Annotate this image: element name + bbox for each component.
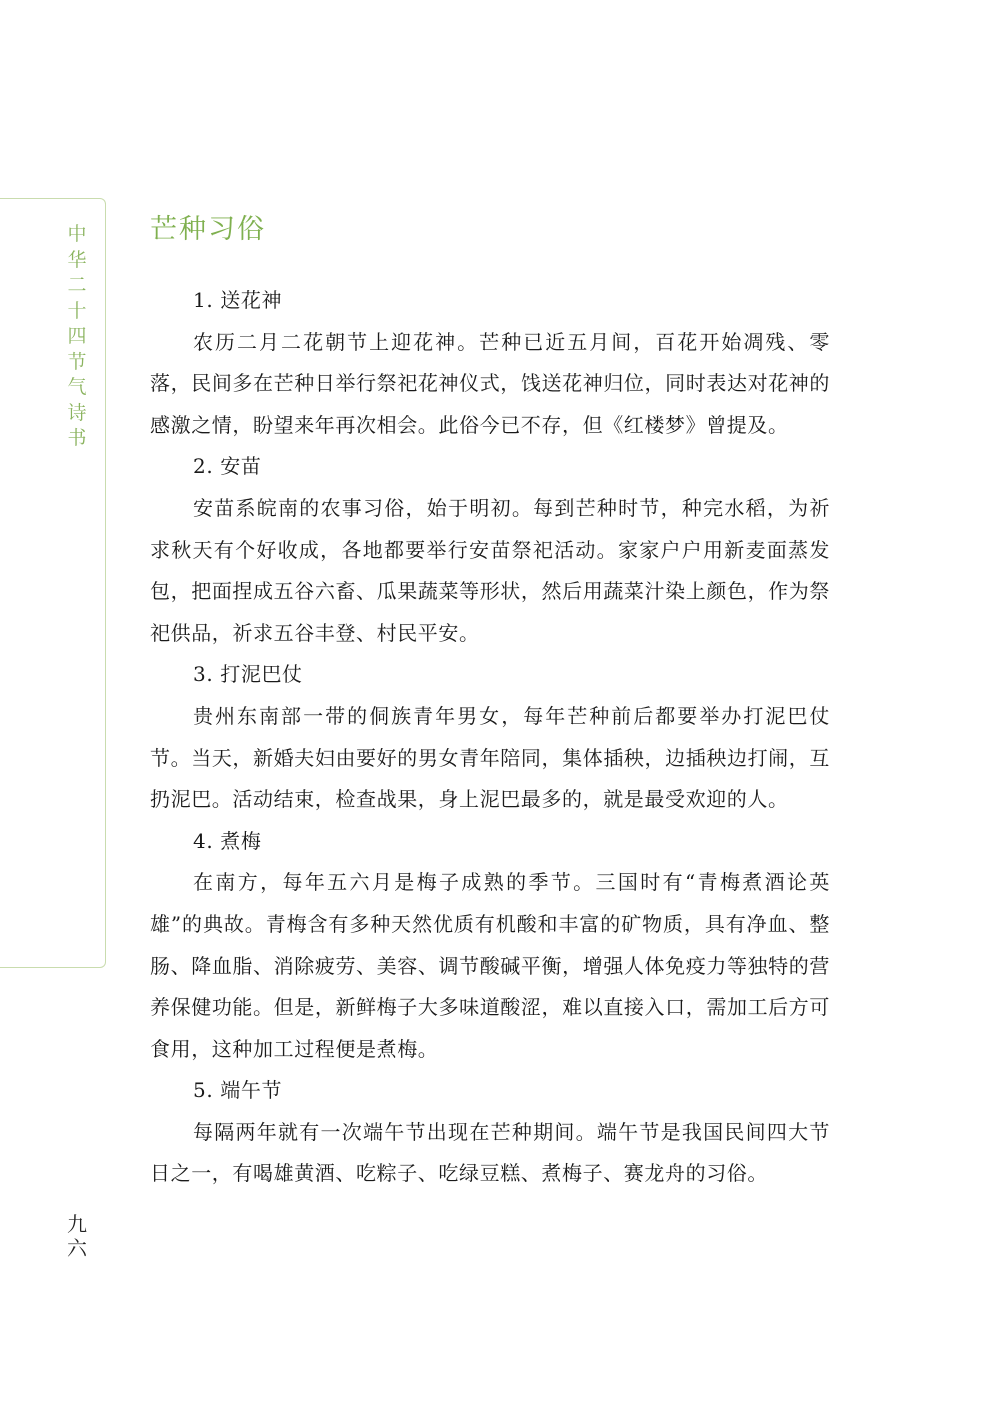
page-number <box>62 1212 92 1260</box>
book-title-vertical <box>62 222 92 452</box>
page-number-char: 九 <box>67 1212 87 1236</box>
page-number-char: 六 <box>67 1236 87 1260</box>
custom-heading: 3. 打泥巴仗 <box>193 662 303 687</box>
custom-paragraph: 在南方，每年五六月是梅子成熟的季节。三国时有“青梅煮酒论英雄”的典故。青梅含有多种天然优质有机酸和丰富的矿物质，具有净血、整肠、降血脂、消除疲劳、美容、调节酸碱平衡，增强人体免疫力等独特的营养保健功能。但是，新鲜梅子大多味道酸涩，难以直接入口，需加工后方可食用，这种加工过程便是煮梅。 <box>150 870 830 1061</box>
book-title-char: 中 <box>67 223 87 245</box>
custom-heading: 4. 煮梅 <box>193 828 262 853</box>
custom-heading: 5. 端午节 <box>193 1078 283 1103</box>
book-title-char: 四 <box>67 325 87 347</box>
book-title-char: 十 <box>67 299 87 322</box>
section-title: 芒种习俗 <box>150 214 266 245</box>
book-title-char: 二 <box>67 274 87 296</box>
book-title-char: 气 <box>67 376 87 398</box>
book-title-char: 节 <box>67 350 87 373</box>
custom-paragraph: 农历二月二花朝节上迎花神。芒种已近五月间，百花开始凋残、零落，民间多在芒种日举行祭祀花神仪式，饯送花神归位，同时表达对花神的感激之情，盼望来年再次相会。此俗今已不存，但《红楼梦》曾提及。 <box>150 329 830 437</box>
book-title-char: 书 <box>67 427 87 449</box>
custom-heading: 2. 安苗 <box>193 454 262 479</box>
custom-paragraph: 安苗系皖南的农事习俗，始于明初。每到芒种时节，种完水稻，为祈求秋天有个好收成，各地都要举行安苗祭祀活动。家家户户用新麦面蒸发包，把面捏成五谷六畜、瓜果蔬菜等形状，然后用蔬菜汁染上颜色，作为祭祀供品，祈求五谷丰登、村民平安。 <box>150 495 830 645</box>
custom-heading: 1. 送花神 <box>193 288 283 312</box>
article-body <box>150 280 830 1195</box>
book-title-char: 华 <box>67 248 87 271</box>
book-title-char: 诗 <box>67 401 87 424</box>
custom-paragraph: 每隔两年就有一次端午节出现在芒种期间。端午节是我国民间四大节日之一，有喝雄黄酒、吃粽子、吃绿豆糕、煮梅子、赛龙舟的习俗。 <box>150 1119 830 1186</box>
custom-paragraph: 贵州东南部一带的侗族青年男女，每年芒种前后都要举办打泥巴仗节。当天，新婚夫妇由要好的男女青年陪同，集体插秧，边插秧边打闹，互扔泥巴。活动结束，检查战果，身上泥巴最多的，就是最受欢迎的人。 <box>150 703 830 812</box>
